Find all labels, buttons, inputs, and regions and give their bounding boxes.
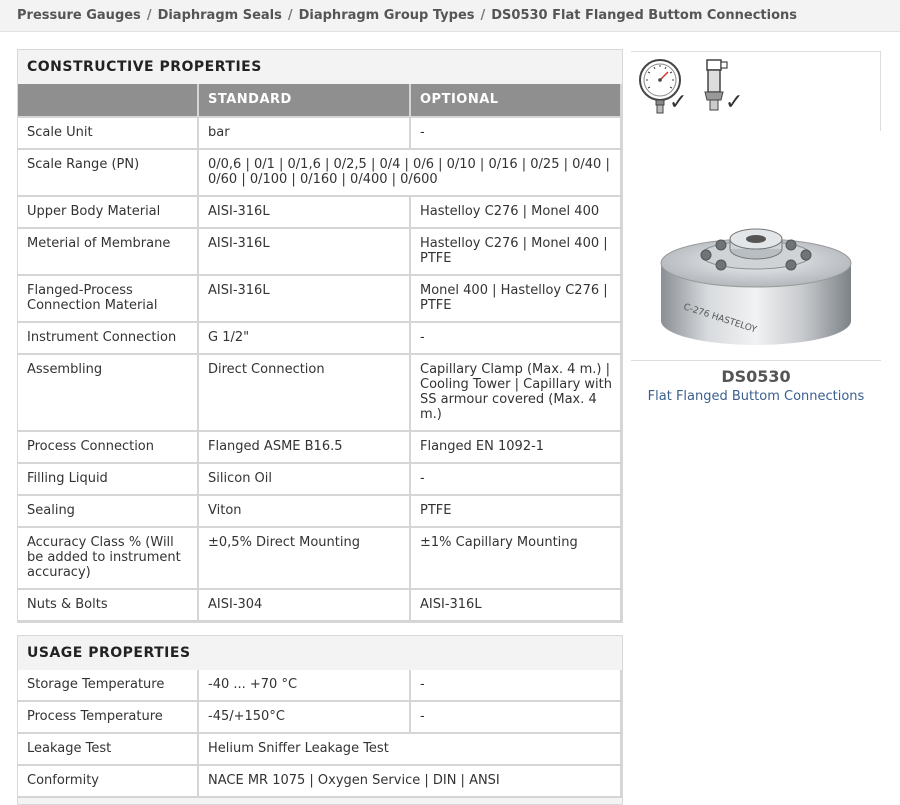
breadcrumb-current: DS0530 Flat Flanged Buttom Connections	[491, 8, 797, 23]
row-optional: Monel 400 | Hastelloy C276 | PTFE	[411, 276, 622, 323]
table-row	[18, 118, 622, 150]
row-optional: ±1% Capillary Mounting	[411, 528, 622, 590]
breadcrumb-separator: /	[480, 8, 486, 23]
row-label: Upper Body Material	[18, 197, 199, 229]
table-row	[18, 670, 622, 702]
row-label: Nuts & Bolts	[18, 590, 199, 622]
row-standard: -45/+150°C	[199, 702, 411, 734]
table-row	[18, 150, 622, 197]
row-standard: Direct Connection	[199, 355, 411, 432]
row-optional: -	[411, 464, 622, 496]
row-label: Instrument Connection	[18, 323, 199, 355]
product-name-link[interactable]: Flat Flanged Buttom Connections	[647, 389, 865, 404]
header-optional: OPTIONAL	[411, 84, 622, 118]
row-standard: Flanged ASME B16.5	[199, 432, 411, 464]
row-label: Meterial of Membrane	[18, 229, 199, 276]
row-optional: PTFE	[411, 496, 622, 528]
table-row	[18, 528, 622, 590]
row-optional: -	[411, 323, 622, 355]
product-card	[631, 51, 881, 404]
breadcrumb-link-pressure-gauges[interactable]: Pressure Gauges	[17, 8, 141, 23]
header-standard: STANDARD	[199, 84, 411, 118]
row-standard: AISI-304	[199, 590, 411, 622]
row-standard: G 1/2"	[199, 323, 411, 355]
row-label: Storage Temperature	[18, 670, 199, 702]
table-row	[18, 464, 622, 496]
breadcrumb-separator: /	[287, 8, 293, 23]
usage-properties-table	[18, 670, 622, 798]
usage-properties-title: USAGE PROPERTIES	[27, 645, 191, 661]
row-standard: Viton	[199, 496, 411, 528]
row-label: Sealing	[18, 496, 199, 528]
row-standard: Helium Sniffer Leakage Test	[199, 734, 622, 766]
table-row	[18, 496, 622, 528]
breadcrumb-link-diaphragm-seals[interactable]: Diaphragm Seals	[157, 8, 282, 23]
row-label: Flanged-Process Connection Material	[18, 276, 199, 323]
breadcrumb-separator: /	[146, 8, 152, 23]
row-standard: AISI-316L	[199, 197, 411, 229]
breadcrumb	[0, 0, 900, 32]
row-standard: 0/0,6 | 0/1 | 0/1,6 | 0/2,5 | 0/4 | 0/6 | 0/10 | 0/16 | 0/25 | 0/40 | 0/60 | 0/100 | 0/160 | 0/400 | 0/600	[199, 150, 622, 197]
header-label-column	[18, 84, 199, 118]
row-label: Scale Unit	[18, 118, 199, 150]
row-optional: -	[411, 118, 622, 150]
table-row	[18, 734, 622, 766]
table-row	[18, 276, 622, 323]
table-row	[18, 323, 622, 355]
row-standard: Silicon Oil	[199, 464, 411, 496]
product-image	[631, 151, 881, 361]
table-row	[18, 197, 622, 229]
breadcrumb-link-diaphragm-group-types[interactable]: Diaphragm Group Types	[298, 8, 475, 23]
row-optional: -	[411, 702, 622, 734]
row-standard: NACE MR 1075 | Oxygen Service | DIN | ANSI	[199, 766, 622, 798]
row-standard: AISI-316L	[199, 229, 411, 276]
product-engraving: C-276 HASTELOY	[682, 302, 758, 336]
row-label: Scale Range (PN)	[18, 150, 199, 197]
table-row	[18, 702, 622, 734]
row-optional: -	[411, 670, 622, 702]
table-row	[18, 590, 622, 622]
check-icon: ✓	[725, 90, 744, 115]
check-icon: ✓	[669, 90, 688, 115]
row-label: Conformity	[18, 766, 199, 798]
row-optional: Hastelloy C276 | Monel 400	[411, 197, 622, 229]
row-label: Accuracy Class % (Will be added to instrument accuracy)	[18, 528, 199, 590]
table-row	[18, 229, 622, 276]
row-optional: Capillary Clamp (Max. 4 m.) | Cooling Tower | Capillary with SS armour covered (Max. 4 m.)	[411, 355, 622, 432]
row-label: Filling Liquid	[18, 464, 199, 496]
constructive-properties-title: CONSTRUCTIVE PROPERTIES	[27, 59, 262, 75]
row-label: Process Temperature	[18, 702, 199, 734]
constructive-properties-table	[18, 84, 622, 622]
row-label: Leakage Test	[18, 734, 199, 766]
row-optional: Hastelloy C276 | Monel 400 | PTFE	[411, 229, 622, 276]
row-standard: -40 ... +70 °C	[199, 670, 411, 702]
compatibility-icons	[631, 51, 881, 131]
row-label: Assembling	[18, 355, 199, 432]
usage-properties-panel	[17, 635, 623, 805]
product-code: DS0530	[721, 367, 791, 386]
table-header-row	[18, 84, 622, 118]
row-standard: AISI-316L	[199, 276, 411, 323]
row-optional: Flanged EN 1092-1	[411, 432, 622, 464]
row-standard: ±0,5% Direct Mounting	[199, 528, 411, 590]
constructive-properties-panel	[17, 49, 623, 623]
row-standard: bar	[199, 118, 411, 150]
row-optional: AISI-316L	[411, 590, 622, 622]
table-row	[18, 355, 622, 432]
row-label: Process Connection	[18, 432, 199, 464]
table-row	[18, 432, 622, 464]
table-row	[18, 766, 622, 798]
